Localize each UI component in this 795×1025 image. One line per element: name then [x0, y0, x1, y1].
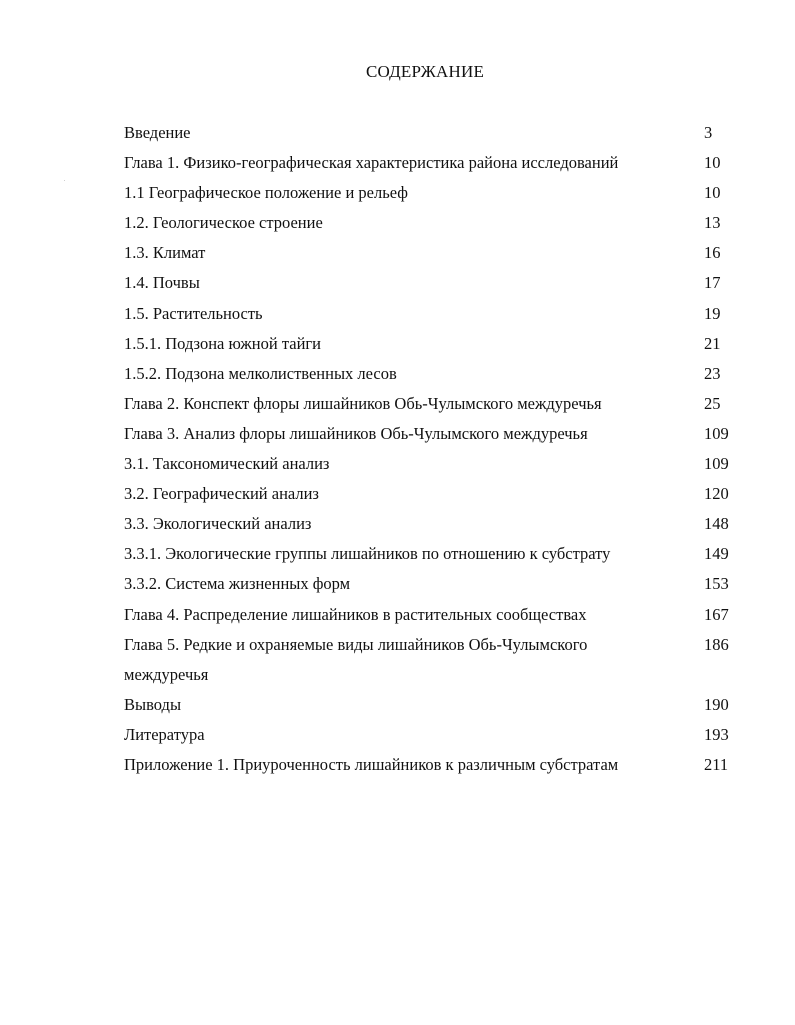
toc-entry-page: 17	[704, 273, 721, 293]
toc-entry-label: 1.5. Растительность	[124, 303, 263, 323]
toc-entry-chapter-5	[124, 630, 744, 690]
toc-entry-label: Выводы	[124, 694, 182, 714]
toc-entry-label: 1.5.2. Подзона мелколиственных лесов	[124, 363, 397, 383]
toc-entry-page: 120	[704, 484, 729, 504]
toc-entry-page: 109	[704, 423, 729, 443]
toc-entry-label: Приложение 1. Приуроченность лишайников к различным субстратам	[124, 754, 619, 774]
toc-entry-appendix-1	[124, 750, 744, 780]
toc-entry-label: Глава 5. Редкие и охраняемые виды лишайников Обь-Чулымского междуречья	[124, 634, 588, 684]
toc-entry-page: 10	[704, 183, 721, 203]
toc-entry-label: Глава 1. Физико-географическая характеристика района исследований	[124, 153, 619, 173]
toc-entry-page: 153	[704, 574, 729, 594]
toc-entry-3-3-2	[124, 569, 744, 599]
table-of-contents	[124, 118, 744, 780]
toc-entry-label: 3.1. Таксономический анализ	[124, 454, 330, 474]
toc-entry-1-2	[124, 208, 744, 238]
page-title: СОДЕРЖАНИЕ	[365, 62, 485, 81]
toc-entry-1-1	[124, 178, 744, 208]
toc-entry-label: 3.3. Экологический анализ	[124, 514, 312, 534]
toc-entry-1-5-1	[124, 329, 744, 359]
toc-entry-page: 25	[704, 393, 721, 413]
toc-entry-page: 149	[704, 544, 729, 564]
toc-entry-page: 21	[704, 333, 721, 353]
toc-entry-3-1	[124, 449, 744, 479]
toc-entry-page: 23	[704, 363, 721, 383]
toc-entry-label: 3.3.2. Система жизненных форм	[124, 574, 351, 594]
toc-entry-label: Глава 2. Конспект флоры лишайников Обь-Чулымского междуречья	[124, 393, 602, 413]
toc-entry-page: 10	[704, 153, 721, 173]
toc-entry-3-2	[124, 479, 744, 509]
toc-entry-label: Глава 4. Распределение лишайников в растительных сообществах	[124, 604, 587, 624]
toc-entry-1-3	[124, 238, 744, 268]
toc-entry-label: Введение	[124, 123, 191, 142]
toc-entry-page: 19	[704, 303, 721, 323]
toc-entry-1-4	[124, 268, 744, 298]
toc-entry-label: 1.3. Климат	[124, 243, 206, 263]
toc-entry-chapter-4	[124, 600, 744, 630]
toc-entry-page: 193	[704, 724, 729, 744]
toc-entry-page: 211	[704, 754, 729, 774]
toc-entry-label: Литература	[124, 724, 205, 744]
toc-entry-1-5-2	[124, 359, 744, 389]
scan-speck	[64, 180, 65, 181]
toc-entry-3-3	[124, 509, 744, 539]
toc-entry-page: 16	[704, 243, 721, 263]
toc-entry-label: 1.2. Геологическое строение	[124, 213, 323, 233]
toc-entry-conclusions	[124, 690, 744, 720]
toc-entry-label: 1.1 Географическое положение и рельеф	[124, 183, 408, 203]
toc-entry-label: Глава 3. Анализ флоры лишайников Обь-Чулымского междуречья	[124, 423, 588, 443]
toc-entry-chapter-3	[124, 419, 744, 449]
toc-entry-label: 1.5.1. Подзона южной тайги	[124, 333, 322, 353]
toc-entry-label: 3.3.1. Экологические группы лишайников по отношению к субстрату	[124, 544, 611, 564]
toc-entry-page: 167	[704, 604, 729, 624]
toc-entry-page: 109	[704, 454, 729, 474]
toc-entry-label: 1.4. Почвы	[124, 273, 200, 293]
toc-entry-chapter-1	[124, 148, 744, 178]
toc-entry-chapter-2	[124, 389, 744, 419]
toc-entry-1-5	[124, 299, 744, 329]
toc-entry-introduction	[124, 118, 744, 148]
toc-entry-page: 13	[704, 213, 721, 233]
toc-entry-page: 186	[704, 634, 729, 654]
toc-entry-label: 3.2. Географический анализ	[124, 484, 319, 504]
toc-entry-3-3-1	[124, 539, 744, 569]
toc-entry-page: 3	[704, 123, 713, 142]
toc-entry-page: 148	[704, 514, 729, 534]
toc-entry-page: 190	[704, 694, 729, 714]
toc-entry-literature	[124, 720, 744, 750]
